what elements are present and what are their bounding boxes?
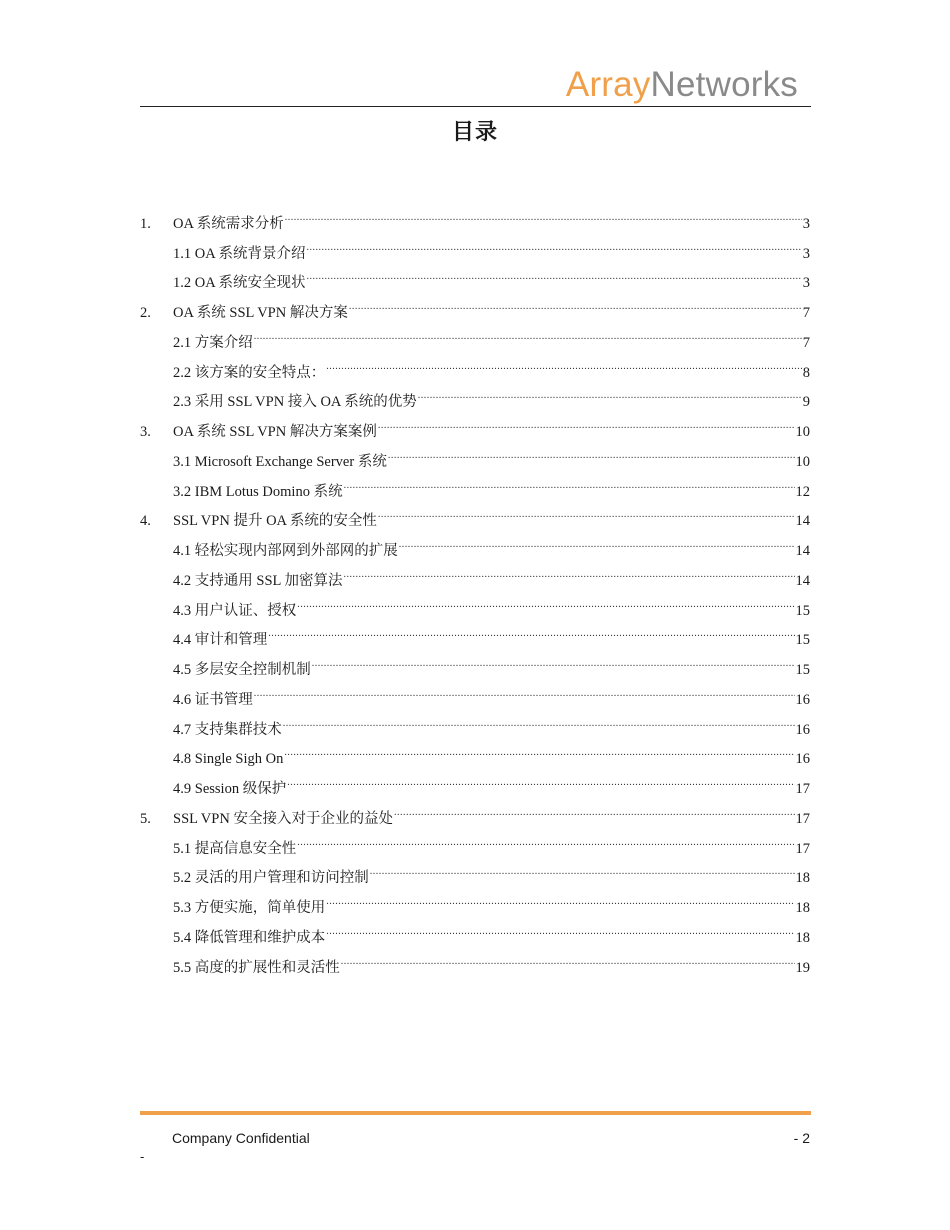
toc-entry-page: 16 — [795, 721, 810, 738]
toc-dot-leader — [297, 585, 794, 615]
header-divider — [140, 106, 811, 107]
toc-entry-page: 18 — [795, 870, 810, 887]
toc-dot-leader — [326, 912, 794, 942]
toc-entry-title: 4.2 支持通用 SSL 加密算法 — [173, 572, 343, 589]
table-of-contents — [140, 198, 810, 976]
toc-entry-page: 18 — [795, 900, 810, 916]
toc-entry-page: 19 — [795, 959, 810, 976]
toc-dot-leader — [378, 496, 795, 526]
toc-entry-title: SSL VPN 安全接入对于企业的益处 — [173, 810, 393, 827]
toc-dot-leader — [388, 436, 795, 466]
toc-entry-page: 16 — [795, 691, 810, 708]
toc-entry-page: 18 — [795, 929, 810, 946]
toc-dot-leader — [343, 555, 794, 585]
toc-entry-title: 3.1 Microsoft Exchange Server 系统 — [173, 453, 387, 470]
toc-entry-page: 15 — [795, 632, 810, 649]
toc-dot-leader — [312, 644, 795, 674]
toc-entry-title: 5.1 提高信息安全性 — [173, 840, 297, 857]
toc-entry-title: 5.3 方便实施，简单使用 — [173, 900, 326, 916]
toc-entry-page: 15 — [795, 602, 810, 619]
toc-entry-page: 10 — [795, 453, 810, 470]
toc-entry-title: 1.2 OA 系统安全现状 — [173, 275, 306, 292]
toc-dot-leader — [297, 823, 794, 853]
logo-array-text: Array — [565, 65, 651, 104]
toc-entry[interactable] — [140, 198, 810, 232]
toc-dot-leader — [326, 347, 802, 377]
toc-entry-number: 1. — [140, 215, 151, 232]
toc-entry-title: 4.5 多层安全控制机制 — [173, 662, 311, 678]
toc-entry-number: 3. — [140, 424, 151, 440]
toc-dot-leader — [418, 377, 802, 407]
toc-dot-leader — [344, 466, 795, 496]
toc-dot-leader — [285, 198, 802, 228]
toc-dot-leader — [283, 704, 795, 734]
toc-entry-page: 3 — [802, 275, 810, 292]
toc-dot-leader — [254, 317, 802, 347]
toc-entry-page: 17 — [795, 810, 810, 827]
toc-entry-title: 4.7 支持集群技术 — [173, 721, 282, 738]
toc-entry-page: 17 — [795, 781, 810, 797]
toc-entry-page: 7 — [802, 334, 810, 351]
toc-entry-number: 2. — [140, 305, 151, 321]
toc-entry-page: 17 — [795, 840, 810, 857]
toc-entry-title: 4.9 Session 级保护 — [173, 781, 287, 797]
toc-entry-page: 3 — [802, 245, 810, 262]
toc-entry-page: 9 — [802, 394, 810, 411]
toc-dot-leader — [268, 615, 794, 645]
toc-entry-title: 2.2 该方案的安全特点： — [173, 364, 326, 381]
toc-entry-number: 4. — [140, 513, 151, 530]
toc-entry-number: 5. — [140, 810, 151, 827]
toc-entry-title: 1.1 OA 系统背景介绍 — [173, 245, 306, 262]
toc-dot-leader — [394, 793, 795, 823]
toc-title: 目录 — [451, 120, 498, 145]
footer-page-number: - 2 — [793, 1130, 810, 1146]
toc-entry-title: OA 系统需求分析 — [173, 215, 284, 232]
toc-dot-leader — [307, 258, 802, 288]
toc-entry-page: 15 — [795, 662, 810, 678]
toc-entry-page: 12 — [795, 483, 810, 500]
toc-dot-leader — [399, 525, 795, 555]
toc-dot-leader — [341, 942, 795, 972]
toc-entry-page: 8 — [802, 364, 810, 381]
toc-dot-leader — [326, 882, 794, 912]
toc-entry-page: 10 — [795, 424, 810, 440]
toc-entry-title: 4.1 轻松实现内部网到外部网的扩展 — [173, 543, 398, 559]
toc-entry-title: 2.3 采用 SSL VPN 接入 OA 系统的优势 — [173, 394, 417, 411]
toc-entry-page: 14 — [795, 513, 810, 530]
footer-confidential-label: Company Confidential — [172, 1130, 310, 1146]
toc-entry-title: 5.5 高度的扩展性和灵活性 — [173, 959, 340, 976]
toc-entry-title: 2.1 方案介绍 — [173, 334, 253, 351]
toc-entry-title: OA 系统 SSL VPN 解决方案案例 — [173, 424, 377, 440]
toc-entry-title: 5.4 降低管理和维护成本 — [173, 929, 326, 946]
logo-networks-text: Networks — [650, 65, 798, 104]
toc-dot-leader — [370, 853, 795, 883]
toc-entry-title: 5.2 灵活的用户管理和访问控制 — [173, 870, 369, 887]
toc-dot-leader — [284, 734, 794, 764]
toc-entry-title: 3.2 IBM Lotus Domino 系统 — [173, 483, 343, 500]
toc-entry-title: 4.3 用户认证、授权 — [173, 602, 297, 619]
footer-divider — [140, 1111, 811, 1115]
toc-entry-title: OA 系统 SSL VPN 解决方案 — [173, 305, 348, 321]
toc-entry-page: 14 — [795, 572, 810, 589]
toc-entry-title: 4.8 Single Sigh On — [173, 751, 284, 768]
footer-dash: - — [140, 1149, 145, 1164]
toc-dot-leader — [287, 763, 794, 793]
toc-dot-leader — [307, 228, 802, 258]
toc-dot-leader — [349, 287, 802, 317]
toc-dot-leader — [378, 406, 795, 436]
toc-entry-page: 16 — [795, 751, 810, 768]
toc-entry-page: 14 — [795, 543, 810, 559]
toc-entry-title: SSL VPN 提升 OA 系统的安全性 — [173, 513, 377, 530]
toc-entry-title: 4.6 证书管理 — [173, 691, 253, 708]
toc-entry-title: 4.4 审计和管理 — [173, 632, 268, 649]
toc-entry-page: 7 — [802, 305, 810, 321]
toc-entry-page: 3 — [802, 215, 810, 232]
toc-dot-leader — [254, 674, 795, 704]
company-logo — [566, 64, 798, 106]
